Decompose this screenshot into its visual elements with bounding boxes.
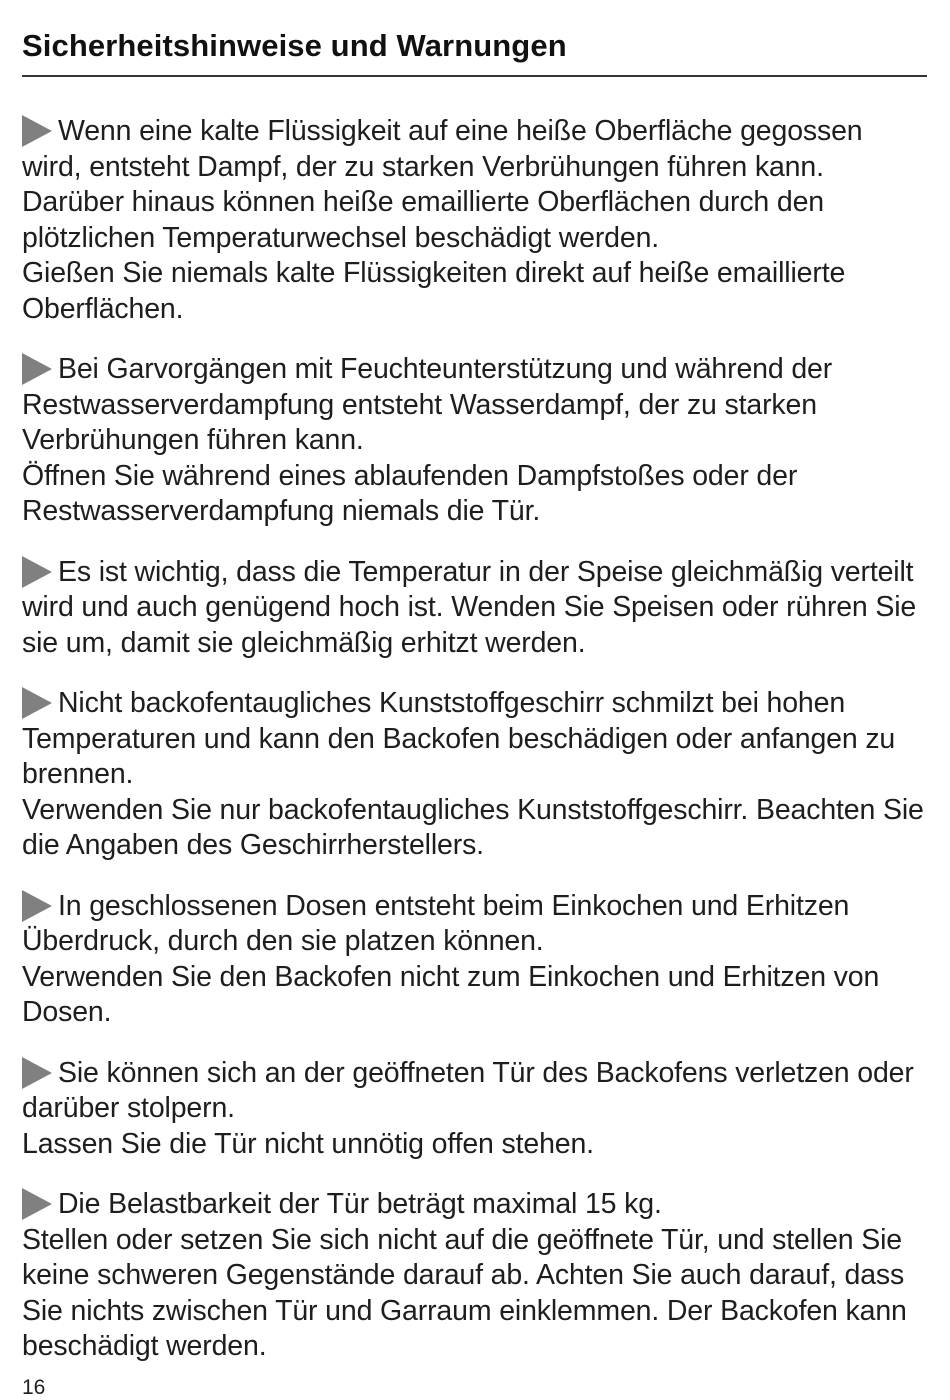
warning-lead-text: Wenn eine kalte Flüssigkeit auf eine heiße Oberfläche gegossen wird, entsteht Dampf, der zu starken Verbrühungen führen kann. Darüber hinaus können heiße emaillierte Oberflächen durch den plötzlichen Temperaturwechsel beschädigt werden. xyxy=(22,115,863,254)
warning-item xyxy=(22,114,927,327)
warning-arrow-icon xyxy=(22,1057,52,1089)
warning-lead-paragraph xyxy=(22,114,927,256)
title-divider xyxy=(22,75,927,77)
warning-lead-text: Die Belastbarkeit der Tür beträgt maximal 15 kg. xyxy=(58,1188,662,1220)
warning-item xyxy=(22,555,927,662)
warning-lead-text: Es ist wichtig, dass die Temperatur in der Speise gleichmäßig verteilt wird und auch genügend hoch ist. Wenden Sie Speisen oder rühren Sie sie um, damit sie gleichmäßig erhitzt werden. xyxy=(22,555,917,659)
warning-arrow-icon xyxy=(22,890,52,922)
warning-list xyxy=(22,114,927,1390)
warning-item xyxy=(22,1056,927,1163)
manual-page xyxy=(22,0,927,1397)
warning-lead-text: Sie können sich an der geöffneten Tür des Backofens verletzen oder darüber stolpern. xyxy=(22,1056,914,1124)
warning-instruction: Öffnen Sie während eines ablaufenden Dampfstoßes oder der Restwasserverdampfung niemals die Tür. xyxy=(22,459,798,527)
warning-instruction: Stellen oder setzen Sie sich nicht auf die geöffnete Tür, und stellen Sie keine schweren Gegenstände darauf ab. Achten Sie auch darauf, dass Sie nichts zwischen Tür und Garraum einklemmen. Der Backofen kann beschädigt werden. xyxy=(22,1223,907,1362)
warning-instruction: Verwenden Sie den Backofen nicht zum Einkochen und Erhitzen von Dosen. xyxy=(22,960,880,1028)
warning-instruction: Lassen Sie die Tür nicht unnötig offen stehen. xyxy=(22,1127,594,1160)
warning-lead-paragraph xyxy=(22,352,927,459)
warning-arrow-icon xyxy=(22,353,52,385)
warning-lead-paragraph xyxy=(22,1056,927,1127)
warning-lead-paragraph xyxy=(22,555,927,662)
warning-lead-paragraph xyxy=(22,1187,927,1223)
warning-arrow-icon xyxy=(22,1188,52,1220)
warning-item xyxy=(22,889,927,1031)
page-number: 16 xyxy=(22,1376,46,1399)
warning-lead-text: Bei Garvorgängen mit Feuchteunterstützung und während der Restwasserverdampfung entsteht Wasserdampf, der zu starken Verbrühungen führen kann. xyxy=(22,353,833,456)
warning-arrow-icon xyxy=(22,115,52,147)
warning-lead-paragraph xyxy=(22,889,927,960)
warning-lead-text: In geschlossenen Dosen entsteht beim Einkochen und Erhitzen Überdruck, durch den sie platzen können. xyxy=(22,889,850,957)
warning-arrow-icon xyxy=(22,556,52,588)
warning-item xyxy=(22,686,927,864)
warning-arrow-icon xyxy=(22,687,52,719)
warning-lead-paragraph xyxy=(22,686,927,793)
warning-instruction: Gießen Sie niemals kalte Flüssigkeiten direkt auf heiße emaillierte Oberflächen. xyxy=(22,257,846,325)
page-title: Sicherheitshinweise und Warnungen xyxy=(22,28,567,63)
warning-item xyxy=(22,1187,927,1365)
warning-lead-text: Nicht backofentaugliches Kunststoffgeschirr schmilzt bei hohen Temperaturen und kann den Backofen beschädigen oder anfangen zu brennen. xyxy=(22,687,896,790)
warning-item xyxy=(22,352,927,530)
warning-instruction: Verwenden Sie nur backofentaugliches Kunststoffgeschirr. Beachten Sie die Angaben des Geschirrherstellers. xyxy=(22,793,924,861)
